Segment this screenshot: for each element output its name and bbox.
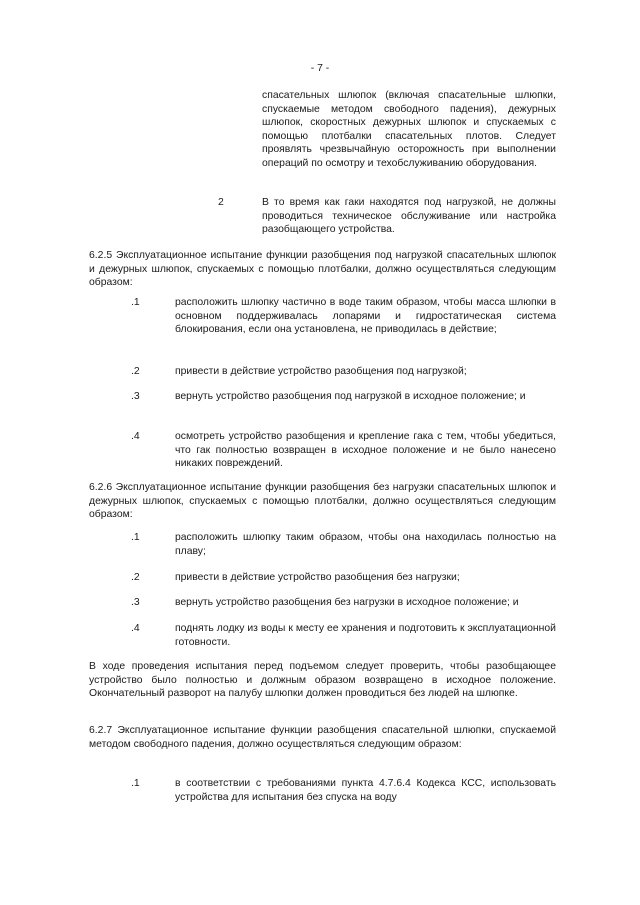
item-text: В то время как гаки находятся под нагрузкой, не должны проводиться техническое обслуживание или настройка разобщающего устройства. <box>262 197 556 236</box>
section-6-2-6-intro: 6.2.6 Эксплуатационное испытание функции разобщения без нагрузки спасательных шлюпок и дежурных шлюпок, спускаемых с помощью плотбалки, должно осуществляться следующим образом: <box>89 482 556 521</box>
list-item-text: расположить шлюпку таким образом, чтобы она находилась полностью на плаву; <box>175 532 556 557</box>
list-item-text: в соответствии с требованиями пункта 4.7.6.4 Кодекса КСС, использовать устройства для испытания без спуска на воду <box>175 778 556 803</box>
list-item-text: привести в действие устройство разобщения без нагрузки; <box>175 572 460 583</box>
list-item-number: .1 <box>131 778 140 789</box>
page-number: - 7 - <box>310 63 330 74</box>
section-6-2-5-intro: 6.2.5 Эксплуатационное испытание функции разобщения под нагрузкой спасательных шлюпок и дежурных шлюпок, спускаемых с помощью плотбалки, должно осуществляться следующим образом: <box>89 250 556 289</box>
list-item-text: привести в действие устройство разобщения под нагрузкой; <box>175 366 467 377</box>
list-item-number: .1 <box>131 297 140 308</box>
list-item-number: .2 <box>131 572 140 583</box>
list-item-text: вернуть устройство разобщения без нагрузки в исходное положение; и <box>175 597 519 608</box>
list-item-number: .1 <box>131 532 140 543</box>
list-item-text: расположить шлюпку частично в воде таким образом, чтобы масса шлюпки в основном поддерживалась лопарями и гидростатическая система блокирования, если она установлена, не приводилась в действие; <box>175 297 556 336</box>
list-item-number: .3 <box>131 597 140 608</box>
list-item-number: .3 <box>131 391 140 402</box>
list-item-number: .2 <box>131 366 140 377</box>
list-item-text: осмотреть устройство разобщения и крепление гака с тем, чтобы убедиться, что гак полностью возвращен в исходное положение и не было нанесено никаких повреждений. <box>175 431 556 470</box>
list-item-number: .4 <box>131 623 140 634</box>
section-6-2-7-intro: 6.2.7 Эксплуатационное испытание функции разобщения спасательной шлюпки, спускаемой методом свободного падения, должно осуществляться следующим образом: <box>89 725 556 750</box>
item-number: 2 <box>218 197 224 208</box>
continuation-paragraph: спасательных шлюпок (включая спасательные шлюпки, спускаемые методом свободного падения), дежурных шлюпок, скоростных дежурных шлюпок и спускаемых с помощью плотбалки спасательных плотов. Следует проявлять чрезвычайную осторожность при выполнении операций по осмотру и техобслуживанию оборудования. <box>262 90 556 169</box>
section-6-2-6-note: В ходе проведения испытания перед подъемом следует проверить, чтобы разобщающее устройство было полностью и должным образом возвращено в исходное положение. Окончательный разворот на палубу шлюпки должен проводиться без людей на шлюпке. <box>89 661 556 700</box>
list-item-text: поднять лодку из воды к месту ее хранения и подготовить к эксплуатационной готовности. <box>175 623 556 648</box>
list-item-number: .4 <box>131 431 140 442</box>
list-item-text: вернуть устройство разобщения под нагрузкой в исходное положение; и <box>175 391 526 402</box>
